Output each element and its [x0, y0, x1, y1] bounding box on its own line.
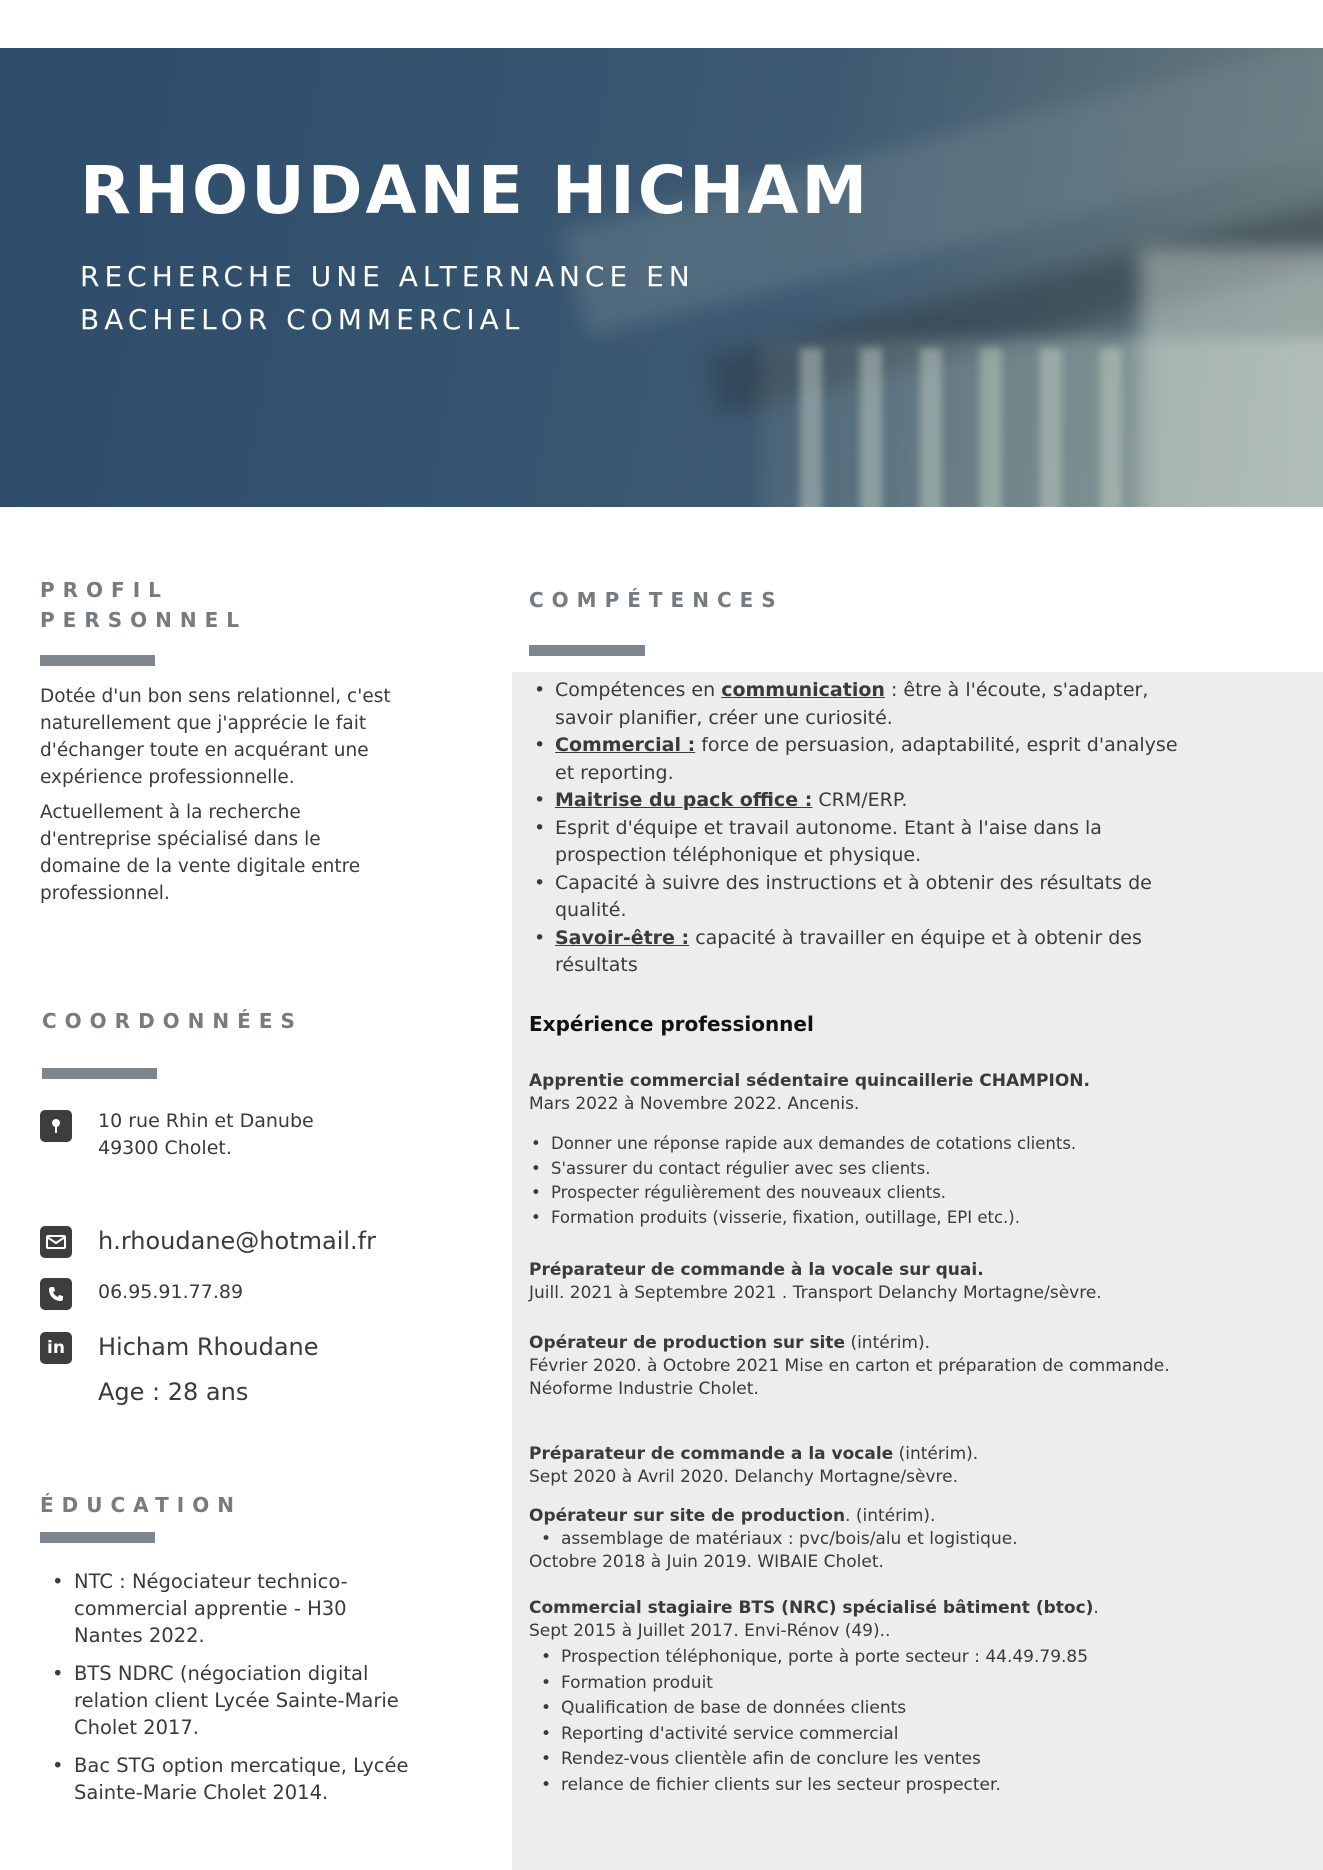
- job-task: • Rendez-vous clientèle afin de conclure les ventes: [539, 1747, 1189, 1773]
- job-task: • S'assurer du contact régulier avec ses clients.: [529, 1157, 1189, 1182]
- job-task: • Donner une réponse rapide aux demandes de cotations clients.: [529, 1132, 1189, 1157]
- competence-item: • Esprit d'équipe et travail autonome. Etant à l'aise dans la prospection téléphonique et physique.: [532, 815, 1202, 870]
- competence-item: • Compétences en communication : être à l'écoute, s'adapter, savoir planifier, créer une curiosité.: [532, 677, 1202, 732]
- job-title: Commercial stagiaire BTS (NRC) spécialisé bâtiment (btoc): [529, 1598, 1094, 1618]
- subtitle-line: RECHERCHE UNE ALTERNANCE EN: [80, 260, 695, 293]
- job-task: • Qualification de base de données clients: [539, 1696, 1189, 1722]
- job-title: Apprentie commercial sédentaire quincaillerie CHAMPION.: [529, 1071, 1090, 1091]
- profile-title: [40, 575, 247, 635]
- job-task: • Formation produits (visserie, fixation, outillage, EPI etc.).: [529, 1206, 1189, 1231]
- job-entry: [529, 1259, 1189, 1305]
- competences-accent-bar: [529, 645, 645, 656]
- job-task: • Reporting d'activité service commercial: [539, 1722, 1189, 1748]
- competences-title: COMPÉTENCES: [529, 588, 784, 612]
- competences-list: [532, 677, 1202, 980]
- subtitle-line: BACHELOR COMMERCIAL: [80, 303, 525, 336]
- job-task: • Prospecter régulièrement des nouveaux clients.: [529, 1181, 1189, 1206]
- envelope-icon: [40, 1226, 72, 1258]
- profile-title-line: PERSONNEL: [40, 608, 248, 632]
- profile-accent-bar: [40, 655, 155, 666]
- email-link[interactable]: h.rhoudane@hotmail.fr: [98, 1227, 376, 1255]
- phone-icon: [40, 1278, 72, 1310]
- education-item: • Bac STG option mercatique, Lycée Sainte-Marie Cholet 2014.: [50, 1752, 420, 1806]
- job-dates: Juill. 2021 à Septembre 2021 . Transport Delanchy Mortagne/sèvre.: [529, 1283, 1102, 1303]
- contact-address: [40, 1110, 314, 1162]
- profile-title-line: PROFIL: [40, 578, 169, 602]
- competence-item: • Savoir-être : capacité à travailler en équipe et à obtenir des résultats: [532, 925, 1202, 980]
- job-task: • Prospection téléphonique, porte à porte secteur : 44.49.79.85: [539, 1645, 1189, 1671]
- competence-item: • Commercial : force de persuasion, adaptabilité, esprit d'analyse et reporting.: [532, 732, 1202, 787]
- contact-phone: [40, 1278, 243, 1310]
- candidate-subtitle: [80, 255, 780, 341]
- job-task: • relance de fichier clients sur les secteur prospecter.: [539, 1773, 1189, 1799]
- job-task: • assemblage de matériaux : pvc/bois/alu et logistique.: [539, 1528, 1189, 1551]
- job-dates: Mars 2022 à Novembre 2022. Ancenis.: [529, 1094, 860, 1114]
- competence-item: • Capacité à suivre des instructions et à obtenir des résultats de qualité.: [532, 870, 1202, 925]
- profile-text: [40, 683, 400, 915]
- contact-linkedin: [40, 1332, 319, 1408]
- job-title: Opérateur sur site de production: [529, 1506, 846, 1526]
- address-line: 10 rue Rhin et Danube: [98, 1110, 314, 1132]
- linkedin-icon: in: [40, 1332, 72, 1364]
- job-title: Préparateur de commande à la vocale sur quai.: [529, 1260, 984, 1280]
- job-company: Néoforme Industrie Cholet.: [529, 1379, 759, 1399]
- contact-email: [40, 1226, 376, 1258]
- candidate-name: RHOUDANE HICHAM: [80, 152, 871, 229]
- education-item: • NTC : Négociateur technico-commercial apprentie - H30 Nantes 2022.: [50, 1568, 420, 1649]
- job-task: • Formation produit: [539, 1671, 1189, 1697]
- linkedin-profile-link[interactable]: Hicham Rhoudane: [98, 1333, 319, 1361]
- education-item: • BTS NDRC (négociation digital relation client Lycée Sainte-Marie Cholet 2017.: [50, 1660, 420, 1741]
- profile-paragraph: Actuellement à la recherche d'entreprise spécialisé dans le domaine de la vente digitale entre professionnel.: [40, 802, 361, 904]
- education-list: [50, 1568, 420, 1817]
- age-text: Age : 28 ans: [98, 1378, 249, 1406]
- job-dates: Octobre 2018 à Juin 2019. WIBAIE Cholet.: [529, 1552, 884, 1572]
- location-pin-icon: [40, 1110, 72, 1142]
- job-dates: Sept 2015 à Juillet 2017. Envi-Rénov (49)..: [529, 1621, 891, 1641]
- job-title: Préparateur de commande a la vocale: [529, 1444, 894, 1464]
- competence-item: • Maitrise du pack office : CRM/ERP.: [532, 787, 1202, 815]
- education-title: ÉDUCATION: [40, 1493, 242, 1517]
- job-dates: Février 2020. à Octobre 2021 Mise en carton et préparation de commande.: [529, 1356, 1170, 1376]
- contact-accent-bar: [42, 1068, 157, 1079]
- job-dates: Sept 2020 à Avril 2020. Delanchy Mortagne/sèvre.: [529, 1467, 959, 1487]
- job-entry: [529, 1070, 1189, 1230]
- contact-title: COORDONNÉES: [42, 1009, 303, 1033]
- education-accent-bar: [40, 1532, 155, 1543]
- job-entry: [529, 1332, 1189, 1401]
- job-entry: [529, 1597, 1189, 1798]
- experience-title: Expérience professionnel: [529, 1012, 814, 1036]
- job-title: Opérateur de production sur site: [529, 1333, 846, 1353]
- job-title-suffix: (intérim).: [845, 1333, 931, 1353]
- profile-paragraph: Dotée d'un bon sens relationnel, c'est naturellement que j'apprécie le fait d'échanger toute en acquérant une expérience professionnelle.: [40, 686, 391, 788]
- address-line: 49300 Cholet.: [98, 1137, 232, 1159]
- job-title-suffix: . (intérim).: [845, 1506, 936, 1526]
- job-title-suffix: .: [1093, 1598, 1099, 1618]
- phone-number: 06.95.91.77.89: [98, 1281, 244, 1303]
- job-entry: [529, 1505, 1189, 1574]
- job-entry: [529, 1443, 1189, 1489]
- job-title-suffix: (intérim).: [893, 1444, 979, 1464]
